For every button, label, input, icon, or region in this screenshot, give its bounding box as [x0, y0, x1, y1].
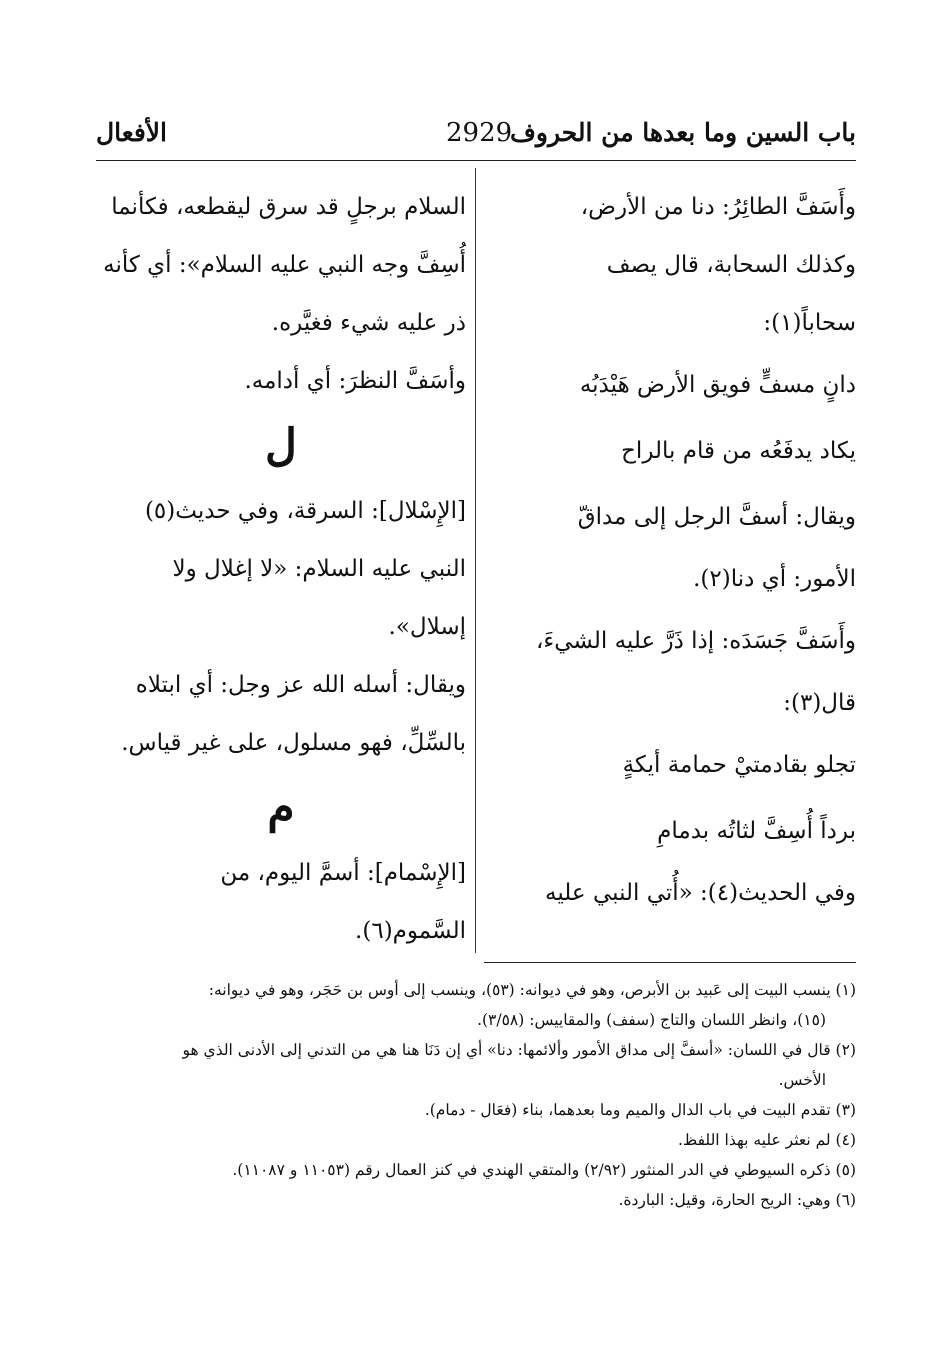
column-divider: [475, 168, 476, 953]
footnote-5: (٥) ذكره السيوطي في الدر المنثور (٢/٩٢) والمتقي الهندي في كنز العمال رقم (١١٠٥٣ و ١١٠٨٧).: [232, 1161, 856, 1179]
text-line: الأمور: أي دنا(٢).: [693, 566, 856, 592]
left-column: [96, 178, 466, 960]
text-line: بالسِّلِّ، فهو مسلول، على غير قياس.: [121, 730, 466, 756]
verse-line: دانٍ مسفٍّ فويق الأرض هَيْدَبُه: [579, 372, 856, 398]
page-number: 2929: [446, 118, 513, 148]
footnote-4: (٤) لم نعثر عليه بهذا اللفظ.: [677, 1131, 856, 1149]
footnote-6: (٦) وهي: الريح الحارة، وقيل: الباردة.: [618, 1191, 856, 1209]
text-line: أُسِفَّ وجه النبي عليه السلام»: أي كأنه: [103, 252, 466, 278]
page-header: [96, 118, 856, 162]
verse-line: يكاد يدفَعُه من قام بالراح: [621, 438, 856, 464]
text-line: السَّموم(٦).: [355, 918, 466, 944]
footnote-2-continued: الأخس.: [778, 1071, 826, 1089]
section-letter-mim: م: [267, 782, 295, 833]
text-line: وكذلك السحابة، قال يصف: [606, 252, 856, 278]
text-line: ويقال: أسله الله عز وجل: أي ابتلاه: [135, 672, 466, 698]
text-line: ويقال: أسفَّ الرجل إلى مداقّ: [577, 504, 856, 530]
verse-line: برداً أُسِفَّ لثاتُه بدمامِ: [657, 818, 856, 844]
footnote-rule: [484, 962, 856, 963]
text-line: وأسَفَّ النظرَ: أي أدامه.: [244, 368, 466, 394]
text-line: وفي الحديث(٤): «أُتي النبي عليه: [545, 880, 856, 906]
footnotes: [96, 975, 856, 1215]
text-line: وأَسَفَّ الطائِرُ: دنا من الأرض،: [580, 194, 856, 220]
footnote-2: (٢) قال في اللسان: «أسفَّ إلى مداق الأمور وألائمها: دنا» أي إن دَنَا هنا هي من التدني إلى الأدنى الذي هو: [182, 1041, 856, 1059]
text-line: سحاباً(١):: [763, 310, 856, 336]
section-letter-lam: ل: [265, 420, 297, 471]
entry-headword-line: [الإِسْمام]: أسمَّ اليوم، من: [220, 860, 466, 886]
text-line: السلام برجلٍ قد سرق ليقطعه، فكأنما: [111, 194, 466, 220]
running-head-section: باب السين وما بعدها من الحروف: [510, 118, 856, 147]
text-line: وأَسَفَّ جَسَدَه: إذا ذَرَّ عليه الشيءَ،: [535, 628, 856, 654]
footnote-1-continued: (١٥)، وانظر اللسان والتاج (سفف) والمقاييس: (٣/٥٨).: [477, 1011, 826, 1029]
verse-line: تجلو بقادمتيْ حمامة أيكةٍ: [622, 752, 856, 778]
running-head-chapter: الأفعال: [96, 118, 167, 147]
right-column: [486, 178, 856, 922]
header-rule: [96, 160, 856, 161]
entry-headword-line: [الإِسْلال]: السرقة، وفي حديث(٥): [144, 498, 466, 524]
text-line: ذر عليه شيء فغيَّره.: [271, 310, 466, 336]
text-line: النبي عليه السلام: «لا إغلال ولا: [172, 556, 466, 582]
footnote-3: (٣) تقدم البيت في باب الدال والميم وما بعدهما، بناء (فعَال - دمام).: [424, 1101, 856, 1119]
text-line: إسلال».: [388, 614, 466, 640]
footnote-1: (١) ينسب البيت إلى عَبيد بن الأبرص، وهو في ديوانه: (٥٣)، وينسب إلى أوس بن حَجَر، وهو في ديوانه:: [208, 981, 856, 999]
text-line: قال(٣):: [783, 690, 856, 716]
